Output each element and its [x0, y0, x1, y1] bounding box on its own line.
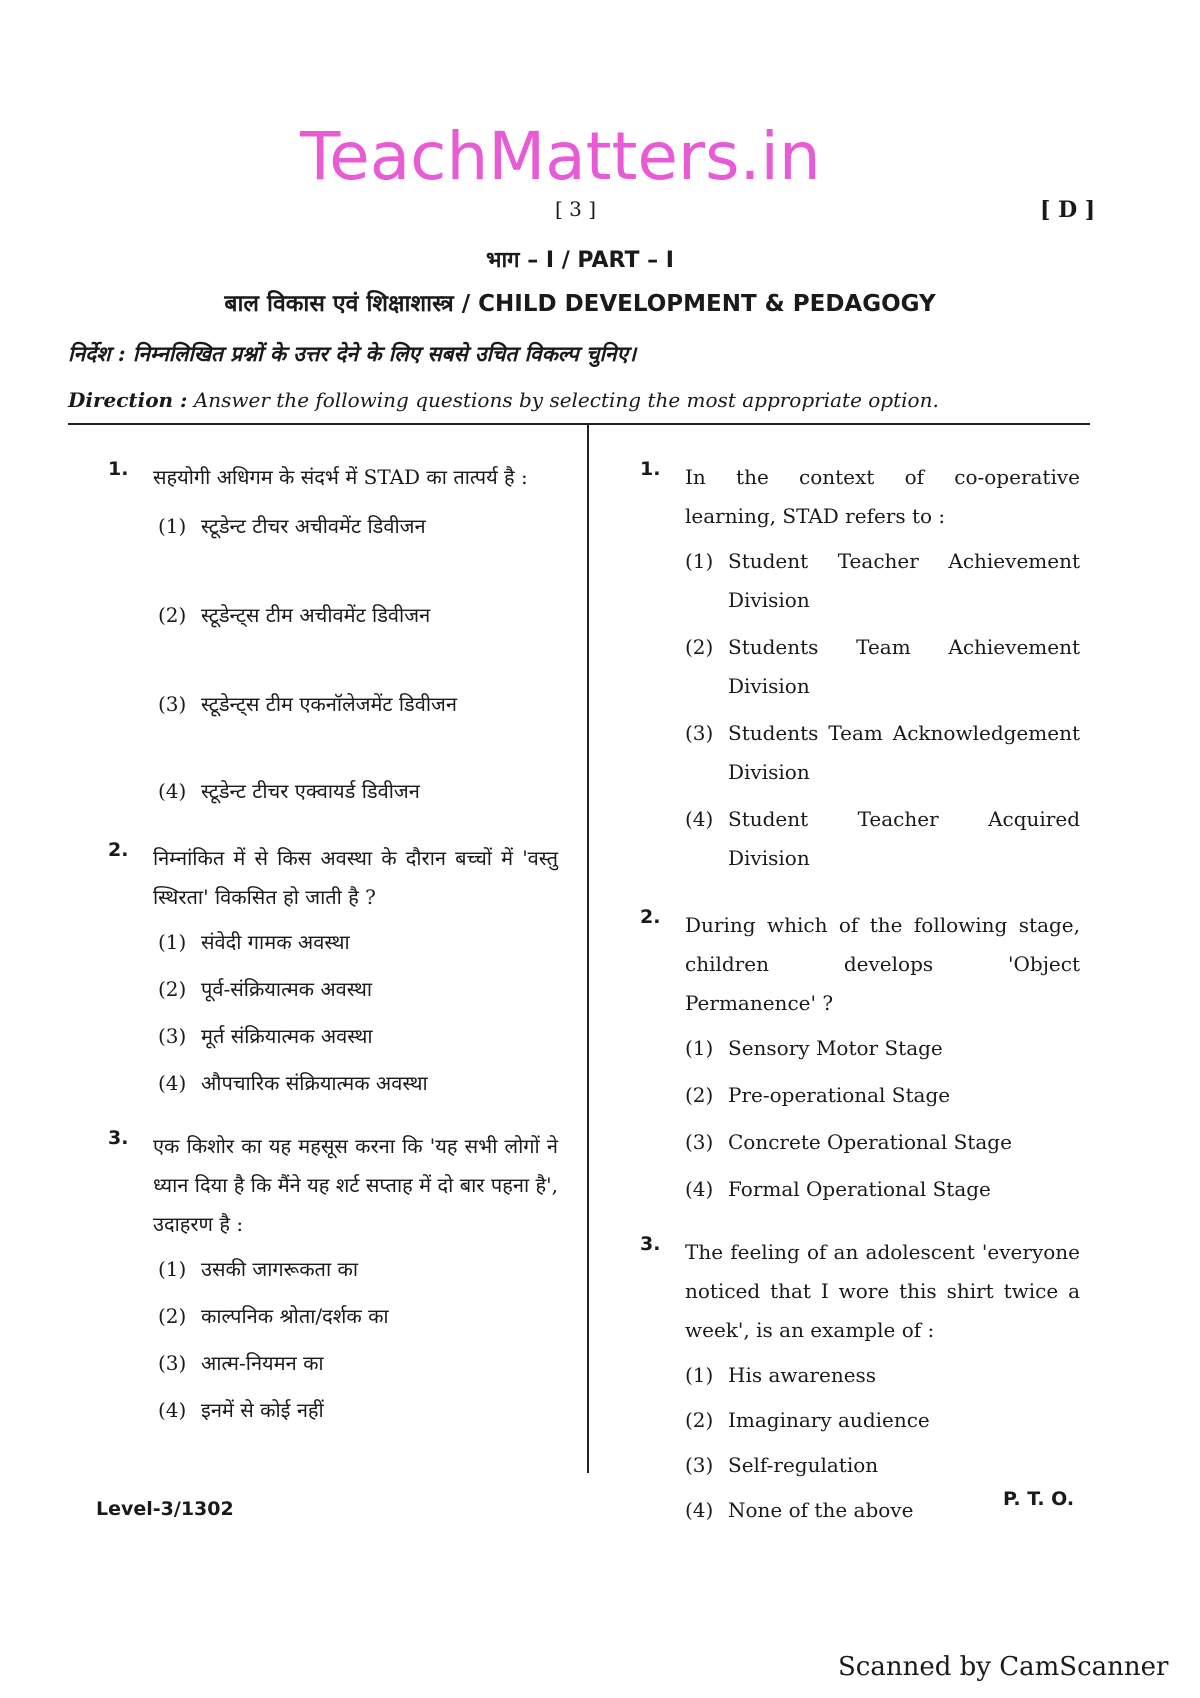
option-text: इनमें से कोई नहीं: [201, 1398, 324, 1422]
option: [158, 1391, 558, 1430]
question-number: 1.: [640, 458, 661, 480]
question-text: निम्नांकित में से किस अवस्था के दौरान बच्चों में 'वस्तु स्थिरता' विकसित हो जाती है ?: [153, 846, 558, 909]
header-divider: [68, 423, 1090, 425]
page-number: [ 3 ]: [555, 197, 597, 221]
option-number: (3): [685, 1130, 714, 1154]
option: [685, 1446, 1080, 1485]
question-number: 3.: [108, 1127, 129, 1149]
question-hi-2: [108, 839, 558, 917]
option-number: (2): [685, 1083, 714, 1107]
question-hi-3: [108, 1127, 558, 1244]
option: [685, 542, 1080, 620]
option-text: काल्पनिक श्रोता/दर्शक का: [201, 1304, 389, 1328]
option: [685, 1029, 1080, 1068]
column-divider: [587, 425, 589, 1473]
option-number: (1): [685, 1036, 714, 1060]
option-text: संवेदी गामक अवस्था: [201, 930, 350, 954]
option-text: Concrete Operational Stage: [728, 1130, 1012, 1154]
question-text: In the context of co-operative learning, STAD refers to :: [685, 465, 1080, 528]
question-en-2: [640, 906, 1080, 1023]
option: [158, 970, 558, 1009]
option-number: (4): [685, 807, 714, 831]
direction-text: Answer the following questions by selecting the most appropriate option.: [193, 388, 939, 412]
option-number: (4): [158, 779, 187, 803]
option-text: Students Team Achievement Division: [728, 635, 1080, 698]
option: [158, 1344, 558, 1383]
option-text: His awareness: [728, 1363, 877, 1387]
direction-label: Direction :: [68, 388, 188, 412]
question-number: 2.: [108, 839, 129, 861]
option-number: (2): [158, 1304, 187, 1328]
option-text: Pre-operational Stage: [728, 1083, 951, 1107]
direction-hindi: निर्देश : निम्नलिखित प्रश्नों के उत्तर देने के लिए सबसे उचित विकल्प चुनिए।: [68, 341, 637, 366]
option-number: (2): [158, 977, 187, 1001]
hindi-column: [108, 458, 558, 1430]
option-number: (1): [158, 514, 187, 538]
question-text: During which of the following stage, children develops 'Object Permanence' ?: [685, 913, 1080, 1015]
question-number: 1.: [108, 458, 129, 480]
question-text: The feeling of an adolescent 'everyone noticed that I wore this shirt twice a week', is an example of :: [685, 1240, 1080, 1342]
option: [685, 800, 1080, 878]
section-title: बाल विकास एवं शिक्षाशास्त्र / CHILD DEVELOPMENT & PEDAGOGY: [224, 291, 936, 317]
level-code: Level-3/1302: [96, 1498, 234, 1520]
option-number: (3): [158, 1024, 187, 1048]
option-text: मूर्त संक्रियात्मक अवस्था: [201, 1024, 373, 1048]
option: [685, 1076, 1080, 1115]
option: [158, 923, 558, 962]
option: [158, 1017, 558, 1056]
option: [158, 507, 558, 546]
option-number: (2): [158, 603, 187, 627]
option: [685, 1356, 1080, 1395]
option-number: (3): [685, 1453, 714, 1477]
option-number: (2): [685, 635, 714, 659]
option-text: स्टूडेन्ट टीचर अचीवमेंट डिवीजन: [201, 514, 426, 538]
option-text: उसकी जागरूकता का: [201, 1257, 359, 1281]
option: [685, 714, 1080, 792]
scanner-credit: Scanned by CamScanner: [838, 1652, 1169, 1682]
question-hi-1: [108, 458, 558, 497]
option: [158, 596, 558, 635]
option: [158, 1250, 558, 1289]
question-text: एक किशोर का यह महसूस करना कि 'यह सभी लोगों ने ध्यान दिया है कि मैंने यह शर्ट सप्ताह में दो बार पहना है', उदाहरण है :: [153, 1134, 558, 1236]
option-number: (1): [685, 1363, 714, 1387]
option: [158, 685, 558, 724]
set-code: [ D ]: [1040, 197, 1096, 223]
question-number: 2.: [640, 906, 661, 928]
watermark-text: TeachMatters.in: [300, 118, 821, 195]
option-text: Sensory Motor Stage: [728, 1036, 943, 1060]
option-number: (1): [685, 549, 714, 573]
option-text: Self-regulation: [728, 1453, 879, 1477]
option-number: (4): [685, 1498, 714, 1522]
english-column: [640, 458, 1080, 1530]
option-text: Imaginary audience: [728, 1408, 930, 1432]
option-text: स्टूडेन्ट्स टीम अचीवमेंट डिवीजन: [201, 603, 431, 627]
option-number: (1): [158, 1257, 187, 1281]
option: [158, 1064, 558, 1103]
option: [158, 772, 558, 811]
option-number: (4): [685, 1177, 714, 1201]
direction-english: [68, 388, 939, 412]
part-title: भाग – I / PART – I: [485, 248, 674, 273]
option-text: Students Team Acknowledgement Division: [728, 721, 1080, 784]
option-number: (3): [158, 692, 187, 716]
option-number: (2): [685, 1408, 714, 1432]
option-text: औपचारिक संक्रियात्मक अवस्था: [201, 1071, 428, 1095]
option-number: (3): [685, 721, 714, 745]
question-text: सहयोगी अधिगम के संदर्भ में STAD का तात्पर्य है :: [153, 465, 528, 489]
option-number: (4): [158, 1071, 187, 1095]
question-number: 3.: [640, 1233, 661, 1255]
option-text: स्टूडेन्ट टीचर एक्वायर्ड डिवीजन: [201, 779, 420, 803]
option-text: Student Teacher Acquired Division: [728, 807, 1080, 870]
option-text: स्टूडेन्ट्स टीम एकनॉलेजमेंट डिवीजन: [201, 692, 457, 716]
option-text: Student Teacher Achievement Division: [728, 549, 1080, 612]
option-text: Formal Operational Stage: [728, 1177, 991, 1201]
option: [685, 1123, 1080, 1162]
option-number: (1): [158, 930, 187, 954]
question-en-1: [640, 458, 1080, 536]
option-number: (4): [158, 1398, 187, 1422]
option: [685, 1170, 1080, 1209]
option-text: None of the above: [728, 1498, 914, 1522]
question-en-3: [640, 1233, 1080, 1350]
option: [158, 1297, 558, 1336]
pto-marker: P. T. O.: [1003, 1488, 1075, 1510]
option-number: (3): [158, 1351, 187, 1375]
option-text: पूर्व-संक्रियात्मक अवस्था: [201, 977, 373, 1001]
option-text: आत्म-नियमन का: [201, 1351, 324, 1375]
option: [685, 628, 1080, 706]
option: [685, 1401, 1080, 1440]
